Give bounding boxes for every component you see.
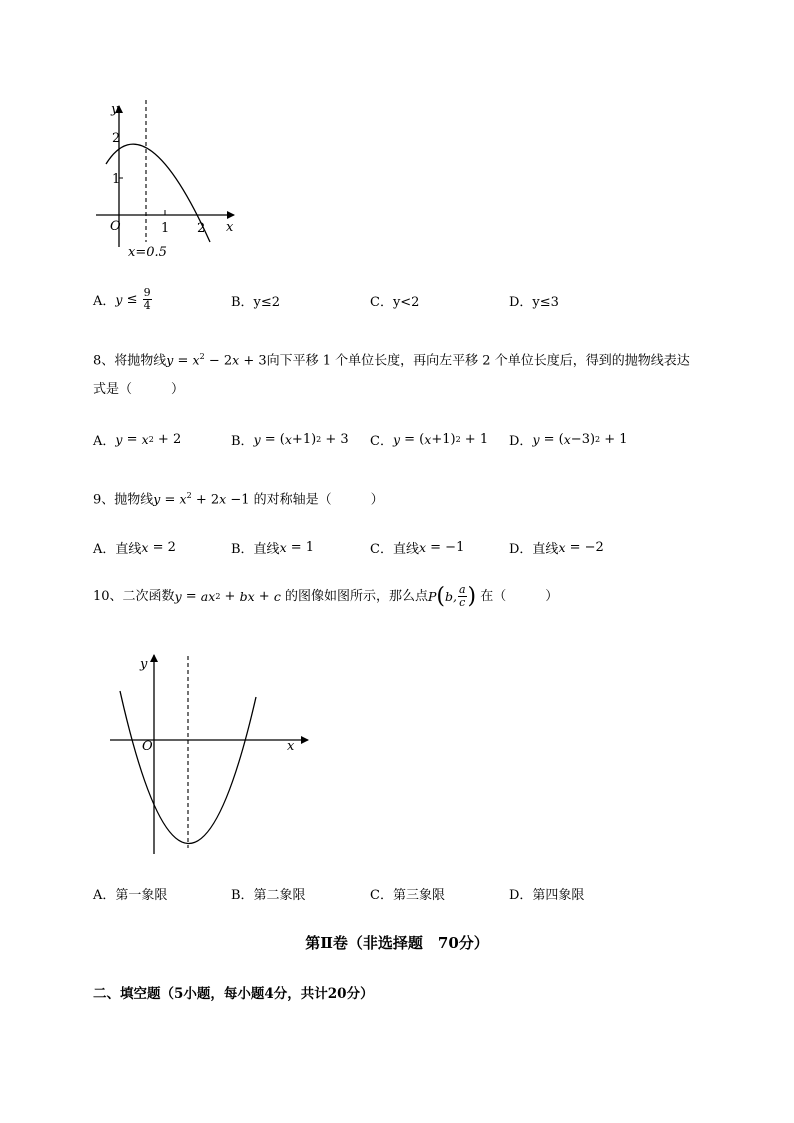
q7-option-a-letter: A． <box>93 294 116 309</box>
q9-option-c[interactable]: C．直线 x = −1 <box>370 540 465 557</box>
graph-2-y-label: y <box>140 657 148 672</box>
q8-option-b[interactable]: B． y = ( x +1) 2 + 3 <box>231 432 349 449</box>
q9-option-b[interactable]: B．直线 x = 1 <box>231 540 315 557</box>
graph-1-tick-y1: 1 <box>112 172 121 187</box>
q10-option-b[interactable]: B．第二象限 <box>231 888 306 903</box>
graph-1-x-label: x <box>226 220 234 235</box>
section-2-title: 第Ⅱ卷（非选择题 70分） <box>305 934 489 952</box>
q7-option-d[interactable]: D．y≤3 <box>509 295 559 310</box>
section-2-heading: 二、填空题（5小题，每小题4分，共计20分） <box>93 986 374 1002</box>
graph-1-tick-x2: 2 <box>197 221 206 236</box>
q9-option-a[interactable]: A．直线 x = 2 <box>93 540 176 557</box>
q10-option-a[interactable]: A．第一象限 <box>93 888 168 903</box>
q7-option-b[interactable]: B．y≤2 <box>231 295 281 310</box>
graph-1-curve <box>106 144 210 242</box>
q10-option-c[interactable]: C．第三象限 <box>370 888 445 903</box>
q8-option-c[interactable]: C． y = ( x +1) 2 + 1 <box>370 432 489 449</box>
graph-2-origin: O <box>142 739 153 754</box>
graph-1-origin: O <box>110 219 121 234</box>
graph-1-axis-caption: x=0.5 <box>128 245 167 260</box>
q8-stem-line1: 8、将抛物线$y = x^2 - 2x + 3$向下平移 1 个单位长度，再向左平移 2 个单位长度后，得到的抛物线表达 <box>93 352 690 369</box>
q7-option-a-fraction: $\frac{9}{4}$ <box>143 286 151 312</box>
q9-stem: 9、抛物线$y = x^2 + 2x -1$ 的对称轴是（ ） <box>93 491 384 508</box>
q10-option-d[interactable]: D．第四象限 <box>509 888 585 903</box>
graph-1-tick-x1: 1 <box>161 221 170 236</box>
q8-stem-line2: 式是（ ） <box>93 382 185 397</box>
graph-1-y-label: y <box>111 102 119 117</box>
q10-stem: 10、 二次函数 y = ax 2 + bx + c 的图像如图所示，那么点 P ( b, $\frac{a}{c}$ ) 在（ ） <box>93 583 559 609</box>
graph-1-tick-y2: 2 <box>112 131 121 146</box>
graph-2-x-label: x <box>287 739 295 754</box>
q7-option-c[interactable]: C．y<2 <box>370 295 420 310</box>
q8-option-a[interactable]: A． y = x 2 + 2 <box>93 432 182 449</box>
q8-option-d[interactable]: D． y = ( x −3) 2 + 1 <box>509 432 628 449</box>
q9-option-d[interactable]: D．直线 x = −2 <box>509 540 604 557</box>
graph-2-parabola <box>100 648 315 863</box>
q7-option-a[interactable]: A． y ≤ $\frac{9}{4}$ <box>93 286 151 312</box>
graph-1-parabola <box>88 92 248 267</box>
